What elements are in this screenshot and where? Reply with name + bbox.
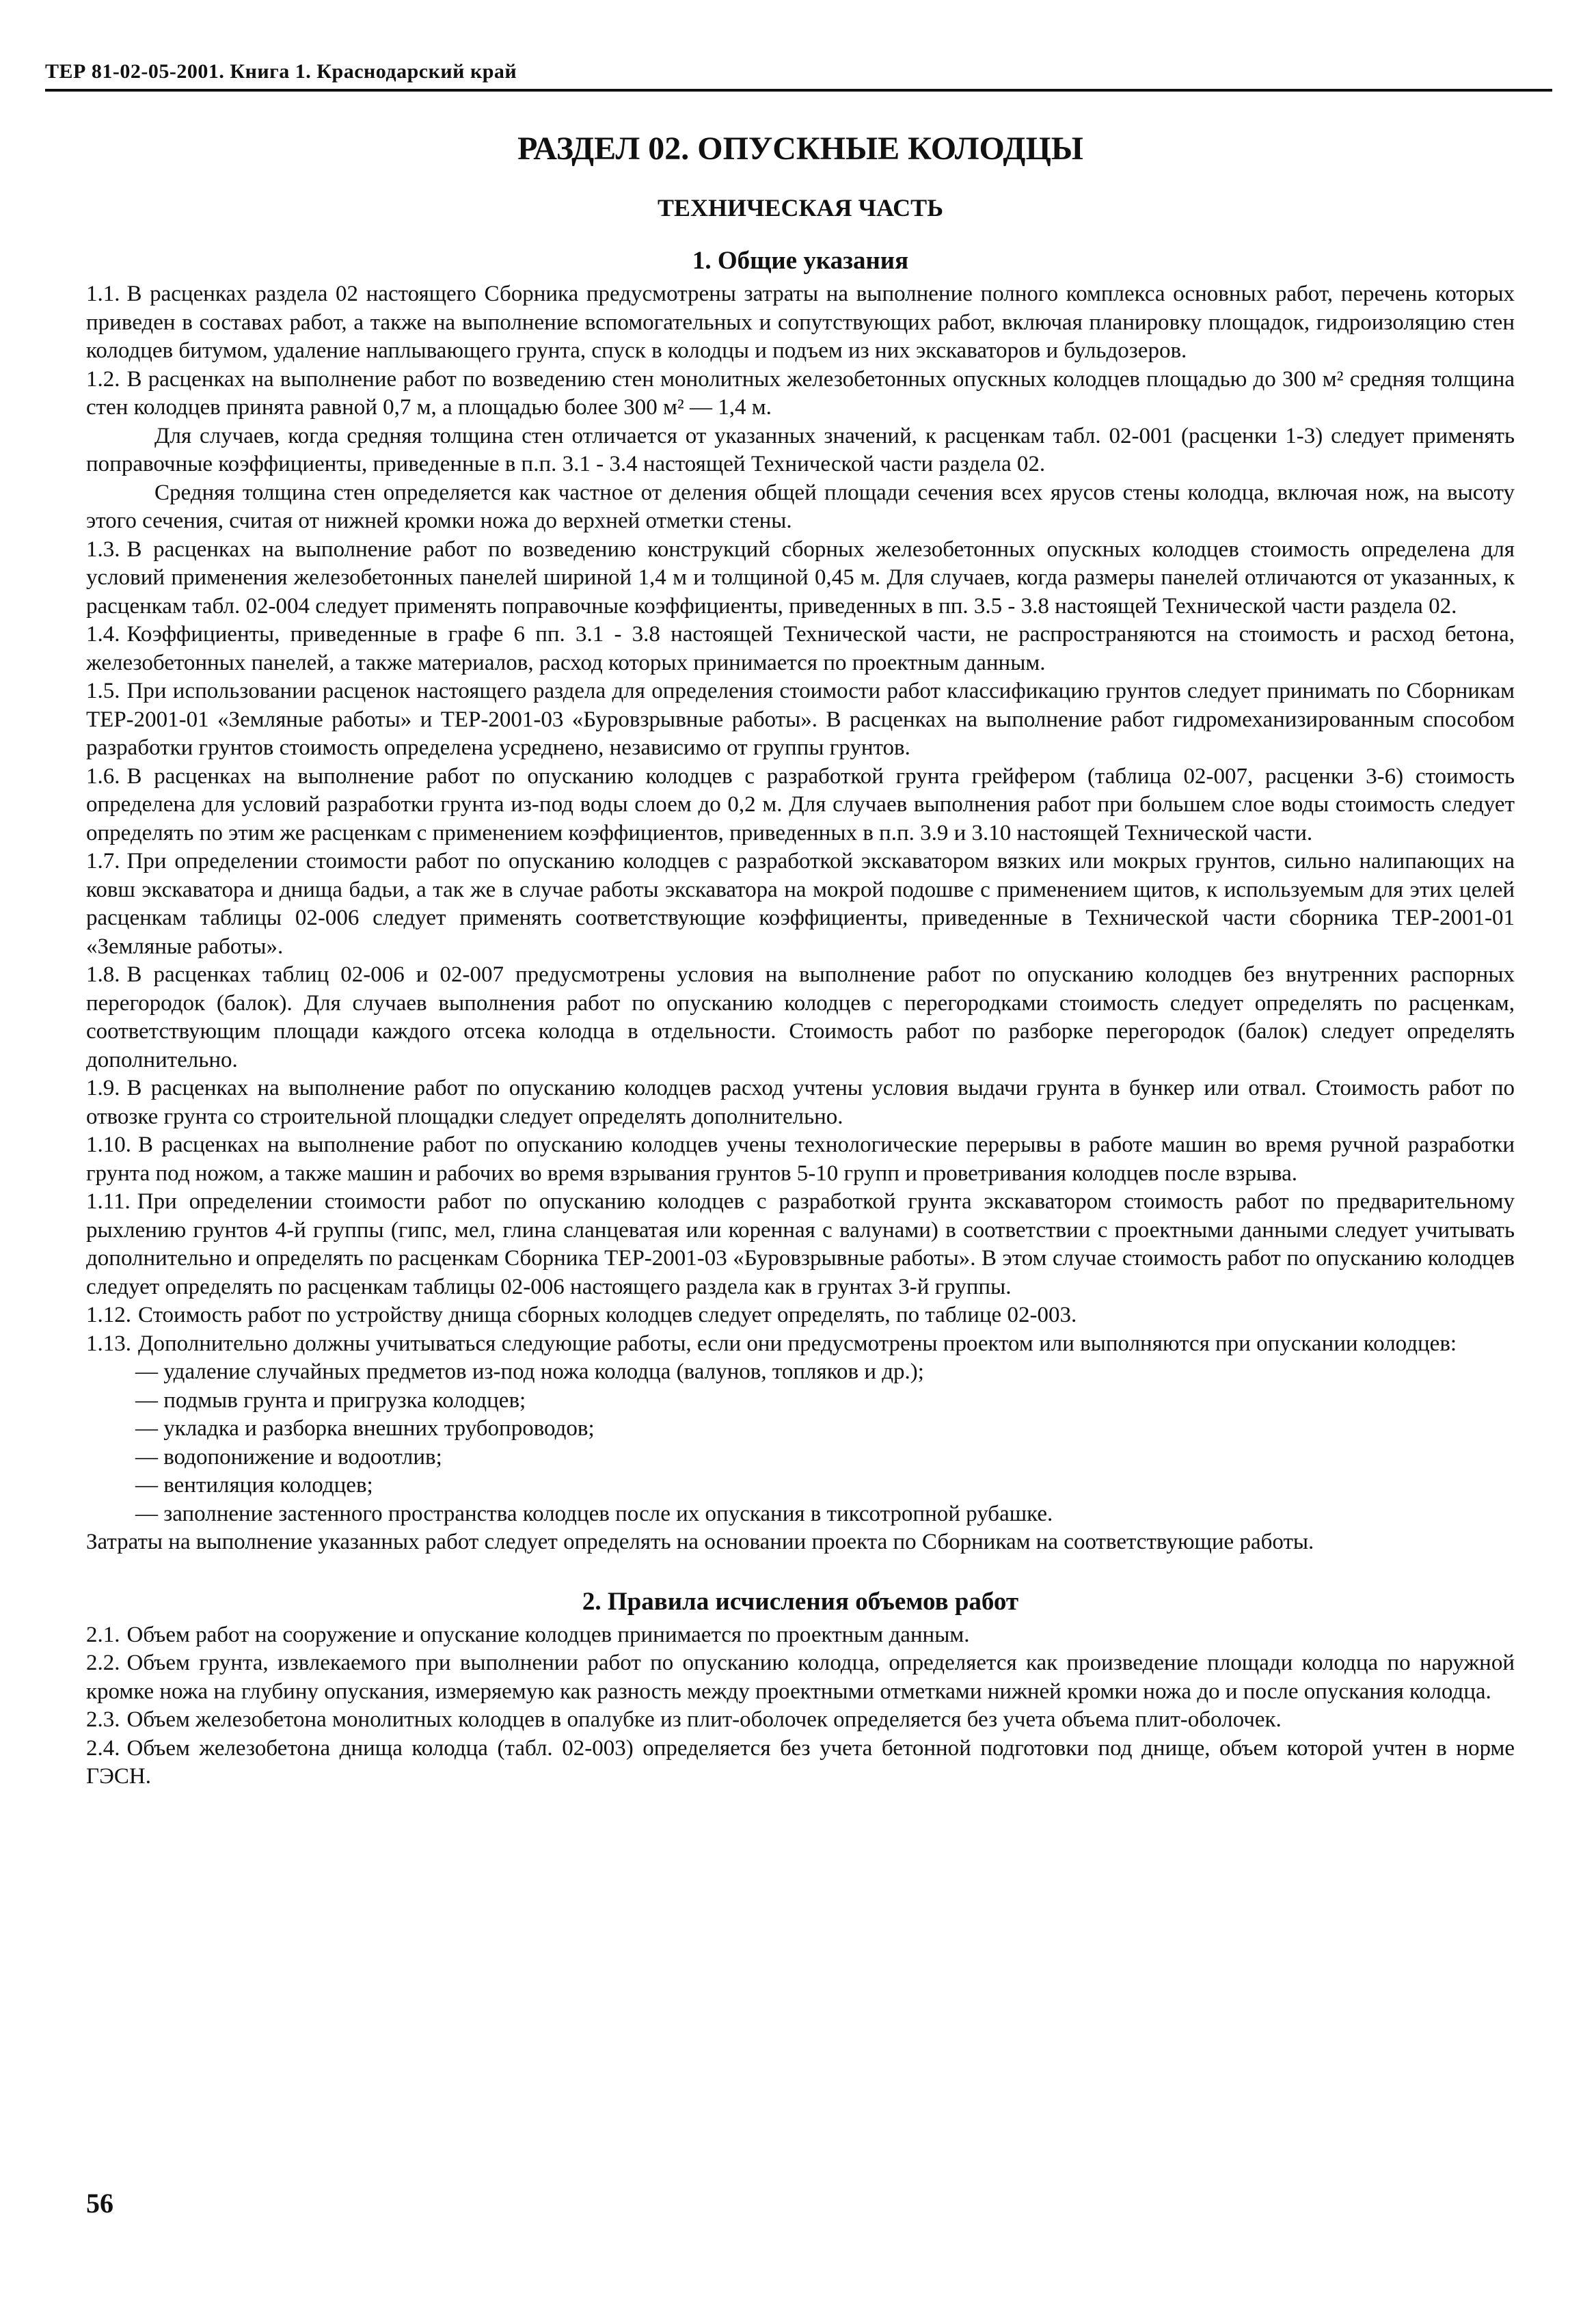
paragraph-1-6 — [86, 763, 1515, 848]
paragraph-1-9 — [86, 1074, 1515, 1131]
closing-paragraph: Затраты на выполнение указанных работ следует определять на основании проекта по Сборникам на соответствующие работы. — [86, 1530, 1314, 1554]
paragraph-1-2-continuation: Для случаев, когда средняя толщина стен отличается от указанных значений, к расценкам табл. 02-001 (расценки 1-3) следует применять поправочные коэффициенты, приведенные в п.п. 3.1 - 3.4 настоящей Технической части раздела 02. — [86, 423, 1515, 476]
page-content — [86, 116, 1515, 1791]
list-item: — удаление случайных предметов из-под ножа колодца (валунов, топляков и др.); — [135, 1358, 1515, 1387]
paragraph-text: В расценках на выполнение работ по возведению конструкций сборных железобетонных опускных колодцев стоимость определена для условий применения железобетонных панелей шириной 1,4 м и толщиной 0,45 м. Для случаев, когда размеры панелей отличаются от указанных, к расценкам табл. 02-004 следует применять поправочные коэффициенты, приведенных в пп. 3.5 - 3.8 настоящей Технической части раздела 02. — [86, 537, 1515, 619]
paragraph-number: 1.4. — [86, 622, 120, 647]
list-item: — вентиляция колодцев; — [135, 1472, 1515, 1500]
paragraph-text: При определении стоимости работ по опусканию колодцев с разработкой грунта экскаватором стоимость работ по предварительному рыхлению грунтов 4-й группы (гипс, мел, глина сланцеватая или коренная с валунами) в соответствии с проектными данными следует учитывать дополнительно и определять по расценкам Сборника ТЕР-2001-03 «Буровзрывные работы». В этом случае стоимость работ по опусканию колодцев следует определять по расценкам таблицы 02-006 настоящего раздела как в грунтах 3-й группы. — [86, 1189, 1515, 1299]
paragraph-1-7 — [86, 848, 1515, 961]
paragraph-text: Объем железобетона днища колодца (табл. 02-003) определяется без учета бетонной подготовки под днище, объем которой учтен в норме ГЭСН. — [86, 1735, 1515, 1789]
paragraph-text: Стоимость работ по устройству днища сборных колодцев следует определять, по таблице 02-003. — [138, 1303, 1077, 1327]
paragraph-number: 1.5. — [86, 679, 120, 703]
page-number: 56 — [86, 2188, 113, 2219]
paragraph-number: 1.3. — [86, 537, 120, 562]
paragraph-1-2 — [86, 366, 1515, 422]
paragraph-1-12 — [86, 1301, 1515, 1330]
paragraph-1-2-definition: Средняя толщина стен определяется как частное от деления общей площади сечения всех ярусов стены колодца, включая нож, на высоту этого сечения, считая от нижней кромки ножа до верхней отметки стены. — [86, 480, 1515, 533]
paragraph-text: Объем грунта, извлекаемого при выполнении работ по опусканию колодца, определяется как произведение площади колодца по наружной кромке ножа на глубину опускания, измеряемую как разность между проектными отметками нижней кромки ножа до и после опускания колодца. — [86, 1651, 1515, 1704]
paragraph-2-4 — [86, 1735, 1515, 1791]
paragraph-number: 1.12. — [86, 1303, 131, 1327]
header-rule — [45, 89, 1552, 92]
paragraph-number: 2.2. — [86, 1651, 120, 1675]
paragraph-2-1 — [86, 1621, 1515, 1650]
section-title: РАЗДЕЛ 02. ОПУСКНЫЕ КОЛОДЦЫ — [517, 131, 1083, 167]
paragraph-text: В расценках на выполнение работ по опусканию колодцев расход учтены условия выдачи грунта в бункер или отвал. Стоимость работ по отвозке грунта со строительной площадки следует определять дополнительно. — [86, 1076, 1515, 1129]
paragraph-2-3 — [86, 1706, 1515, 1735]
paragraph-2-2 — [86, 1649, 1515, 1706]
paragraph-1-13 — [86, 1330, 1515, 1359]
paragraph-number: 2.4. — [86, 1735, 120, 1761]
paragraph-text: Коэффициенты, приведенные в графе 6 пп. 3.1 - 3.8 настоящей Технической части, не распространяются на стоимость и расход бетона, железобетонных панелей, а также материалов, расход которых принимается по проектным данным. — [86, 622, 1515, 675]
chapter-2-heading: 2. Правила исчисления объемов работ — [582, 1587, 1019, 1616]
paragraph-number: 1.2. — [86, 366, 120, 392]
paragraph-1-5 — [86, 677, 1515, 763]
paragraph-number: 1.11. — [86, 1189, 131, 1214]
paragraph-number: 1.7. — [86, 849, 120, 873]
paragraph-number: 1.8. — [86, 962, 120, 987]
list-item: — укладка и разборка внешних трубопроводов; — [135, 1415, 1515, 1444]
paragraph-text: В расценках на выполнение работ по опусканию колодцев с разработкой грунта грейфером (таблица 02-007, расценки 3-6) стоимость определена для условий разработки грунта из-под воды слоем до 0,2 м. Для случаев выполнения работ при большем слое воды стоимость следует определять по этим же расценкам с применением коэффициентов, приведенных в п.п. 3.9 и 3.10 настоящей Технической части. — [86, 763, 1515, 845]
paragraph-text: При использовании расценок настоящего раздела для определения стоимости работ классификацию грунтов следует принимать по Сборникам ТЕР-2001-01 «Земляные работы» и ТЕР-2001-03 «Буровзрывные работы». В расценках на выполнение работ гидромеханизированным способом разработки грунтов стоимость определена усреднено, независимо от группы грунтов. — [86, 679, 1515, 760]
paragraph-number: 1.6. — [86, 763, 120, 789]
paragraph-number: 1.1. — [86, 282, 120, 306]
part-title: ТЕХНИЧЕСКАЯ ЧАСТЬ — [658, 194, 943, 221]
paragraph-text: В расценках таблиц 02-006 и 02-007 предусмотрены условия на выполнение работ по опусканию колодцев без внутренних распорных перегородок (балок). Для случаев выполнения работ по опусканию колодцев с перегородками стоимость следует определять по расценкам, соответствующим площади каждого отсека колодца в отдельности. Стоимость работ по разборке перегородок (балок) следует определять дополнительно. — [86, 962, 1515, 1072]
additional-works-list — [86, 1358, 1515, 1528]
paragraph-1-10 — [86, 1131, 1515, 1188]
paragraph-1-8 — [86, 961, 1515, 1074]
paragraph-number: 1.10. — [86, 1133, 131, 1157]
paragraph-number: 1.13. — [86, 1331, 131, 1356]
paragraph-number: 1.9. — [86, 1076, 120, 1100]
running-header: ТЕР 81-02-05-2001. Книга 1. Краснодарский край — [45, 60, 517, 83]
paragraph-1-3 — [86, 536, 1515, 621]
paragraph-text: В расценках на выполнение работ по опусканию колодцев учены технологические перерывы в работе машин во время ручной разработки грунта под ножом, а также машин и рабочих во время взрывания грунтов 5-10 групп и проветривания колодцев после взрыва. — [86, 1133, 1515, 1186]
paragraph-text: Объем железобетона монолитных колодцев в опалубке из плит-оболочек определяется без учета объема плит-оболочек. — [126, 1707, 1282, 1732]
paragraph-text: В расценках на выполнение работ по возведению стен монолитных железобетонных опускных колодцев площадью до 300 м² средняя толщина стен колодцев принята равной 0,7 м, а площадью более 300 м² — 1,4 м. — [86, 366, 1515, 420]
paragraph-text: В расценках раздела 02 настоящего Сборника предусмотрены затраты на выполнение полного комплекса основных работ, перечень которых приведен в составах работ, а также на выполнение вспомогательных и сопутствующих работ, включая планировку площадок, гидроизоляцию стен колодцев битумом, удаление наплывающего грунта, спуск в колодцы и подъем из них экскаваторов и бульдозеров. — [86, 282, 1515, 363]
paragraph-number: 2.3. — [86, 1707, 120, 1732]
list-item: — подмыв грунта и пригрузка колодцев; — [135, 1387, 1515, 1415]
paragraph-text: При определении стоимости работ по опусканию колодцев с разработкой экскаватором вязких или мокрых грунтов, сильно налипающих на ковш экскаватора и днища бадьи, а так же в случае работы экскаватора на мокрой подошве с применением щитов, к используемым для этих целей расценкам таблицы 02-006 следует применять соответствующие коэффициенты, приведенные в Технической части сборника ТЕР-2001-01 «Земляные работы». — [86, 849, 1515, 959]
paragraph-1-11 — [86, 1188, 1515, 1301]
list-item: — водопонижение и водоотлив; — [135, 1444, 1515, 1472]
paragraph-text: Объем работ на сооружение и опускание колодцев принимается по проектным данным. — [126, 1622, 970, 1647]
list-item: — заполнение застенного пространства колодцев после их опускания в тиксотропной рубашке. — [135, 1500, 1515, 1529]
chapter-1-heading: 1. Общие указания — [692, 247, 909, 275]
paragraph-1-1 — [86, 280, 1515, 366]
paragraph-text: Дополнительно должны учитываться следующие работы, если они предусмотрены проектом или выполняются при опускании колодцев: — [138, 1331, 1457, 1356]
paragraph-number: 2.1. — [86, 1622, 120, 1647]
paragraph-1-4 — [86, 621, 1515, 677]
